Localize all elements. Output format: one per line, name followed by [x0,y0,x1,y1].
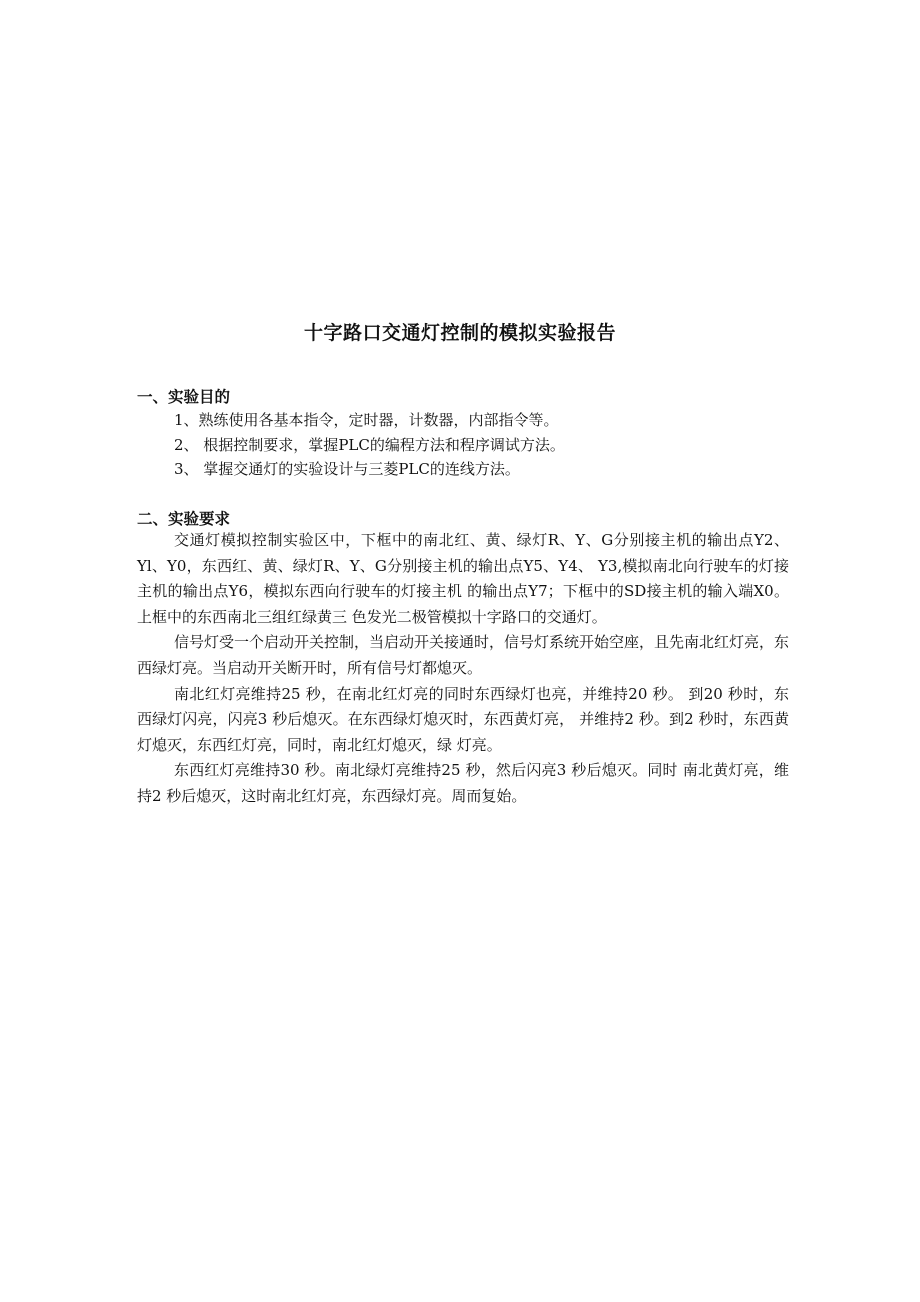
requirements-body [137,528,789,810]
requirements-paragraph-1: 交通灯模拟控制实验区中，下框中的南北红、黄、绿灯R、Y、G分别接主机的输出点Y2、Yl、Y0，东西红、黄、绿灯R、Y、G分别接主机的输出点Y5、Y4、 Y3,模拟南北向行驶车的灯接主机的输出点Y6，模拟东西向行驶车的灯接主机 的输出点Y7；下框中的SD接主机的输入端X0。上框中的东西南北三组红绿黄三 色发光二极管模拟十字路口的交通灯。 [137,531,789,626]
objective-item-2: 2、 根据控制要求，掌握PLC的编程方法和程序调试方法。 [174,435,565,454]
document-title: 十字路口交通灯控制的模拟实验报告 [303,322,616,344]
objectives-list [174,408,814,482]
objective-item-1: 1、熟练使用各基本指令，定时器，计数器，内部指令等。 [174,411,559,429]
requirements-paragraph-4: 东西红灯亮维持30 秒。南北绿灯亮维持25 秒，然后闪亮3 秒后熄灭。同时 南北黄灯亮，维持2 秒后熄灭，这时南北红灯亮，东西绿灯亮。周而复始。 [137,761,789,805]
requirements-paragraph-2: 信号灯受一个启动开关控制，当启动开关接通时，信号灯系统开始空座，且先南北红灯亮，东西绿灯亮。当启动开关断开时，所有信号灯都熄灭。 [137,633,790,677]
requirements-paragraph-3: 南北红灯亮维持25 秒，在南北红灯亮的同时东西绿灯也亮，并维持20 秒。 到20 秒时，东西绿灯闪亮，闪亮3 秒后熄灭。在东西绿灯熄灭时，东西黄灯亮， 并维持2 秒。到2 秒时，东西黄灯熄灭，东西红灯亮，同时，南北红灯熄灭，绿 灯亮。 [137,684,789,754]
objective-item-3: 3、 掌握交通灯的实验设计与三菱PLC的连线方法。 [174,460,520,478]
section-heading-objectives: 一、实验目的 [137,388,231,406]
section-heading-requirements: 二、实验要求 [137,510,231,528]
